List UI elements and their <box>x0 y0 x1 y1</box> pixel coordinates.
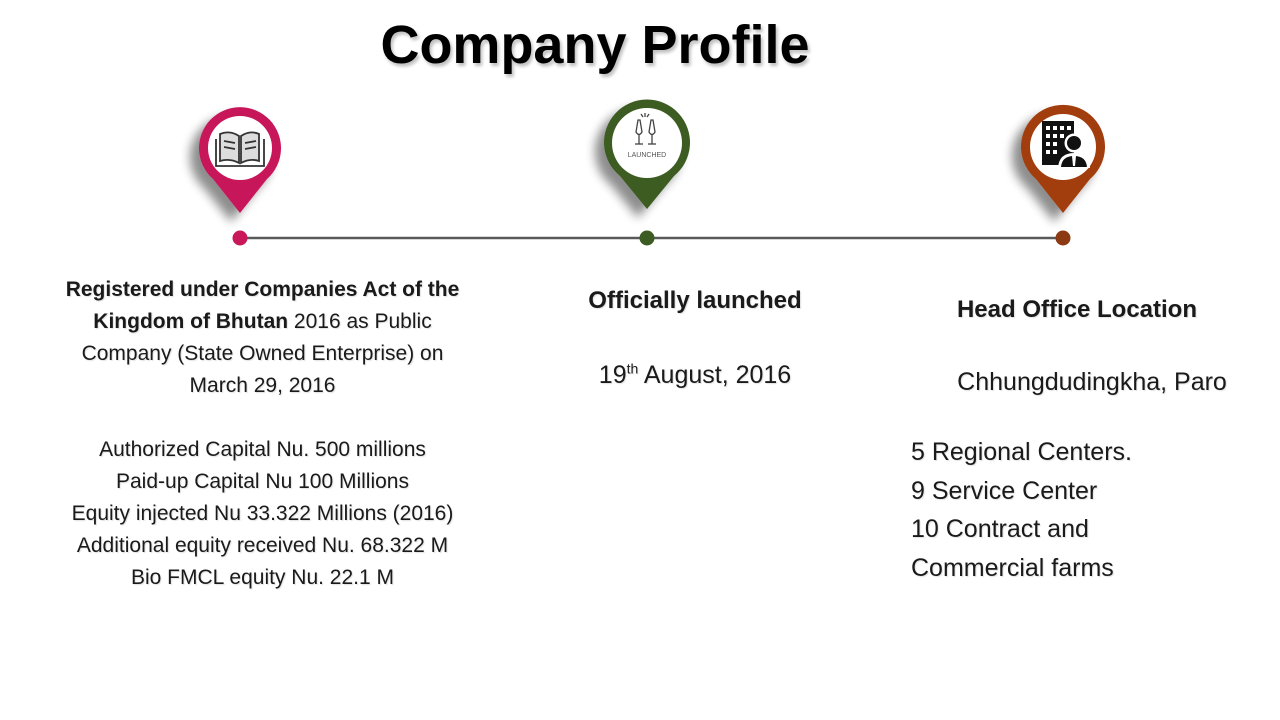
office-heading: Head Office Location <box>956 296 1198 323</box>
launch-heading: Officially launched <box>588 287 802 314</box>
list-item: Commercial farms <box>911 553 1114 582</box>
list-item: 5 Regional Centers. <box>911 438 1132 466</box>
launch-details <box>555 287 835 390</box>
registration-line-3: Company (State Owned Enterprise) on <box>81 342 444 365</box>
launched-label: LAUNCHED <box>627 152 667 159</box>
capital-line: Authorized Capital Nu. 500 millions <box>99 438 426 461</box>
capital-line: Paid-up Capital Nu 100 Millions <box>116 470 409 493</box>
office-details <box>900 296 1254 587</box>
office-location: Chhungdudingkha, Paro <box>957 368 1227 396</box>
registration-line-2: Kingdom of Bhutan 2016 as Public <box>93 310 432 333</box>
registration-details <box>30 274 495 594</box>
centers-list <box>911 433 1254 587</box>
capital-line: Additional equity received Nu. 68.322 M <box>76 534 449 557</box>
launch-date: 19th August, 2016 <box>598 360 792 389</box>
page-title: Company Profile <box>380 15 810 75</box>
list-item: 9 Service Center <box>911 476 1098 505</box>
timeline <box>0 90 1280 260</box>
pin-registration <box>199 107 281 213</box>
list-item: 10 Contract and <box>911 515 1089 543</box>
capital-line: Bio FMCL equity Nu. 22.1 M <box>131 566 394 589</box>
capital-line: Equity injected Nu 33.322 Millions (2016) <box>71 502 454 525</box>
timeline-dot-1 <box>233 231 248 246</box>
timeline-dot-3 <box>1056 231 1071 246</box>
registration-line-1: Registered under Companies Act of the <box>65 278 460 301</box>
timeline-dot-2 <box>640 231 655 246</box>
registration-line-4: March 29, 2016 <box>189 374 336 397</box>
